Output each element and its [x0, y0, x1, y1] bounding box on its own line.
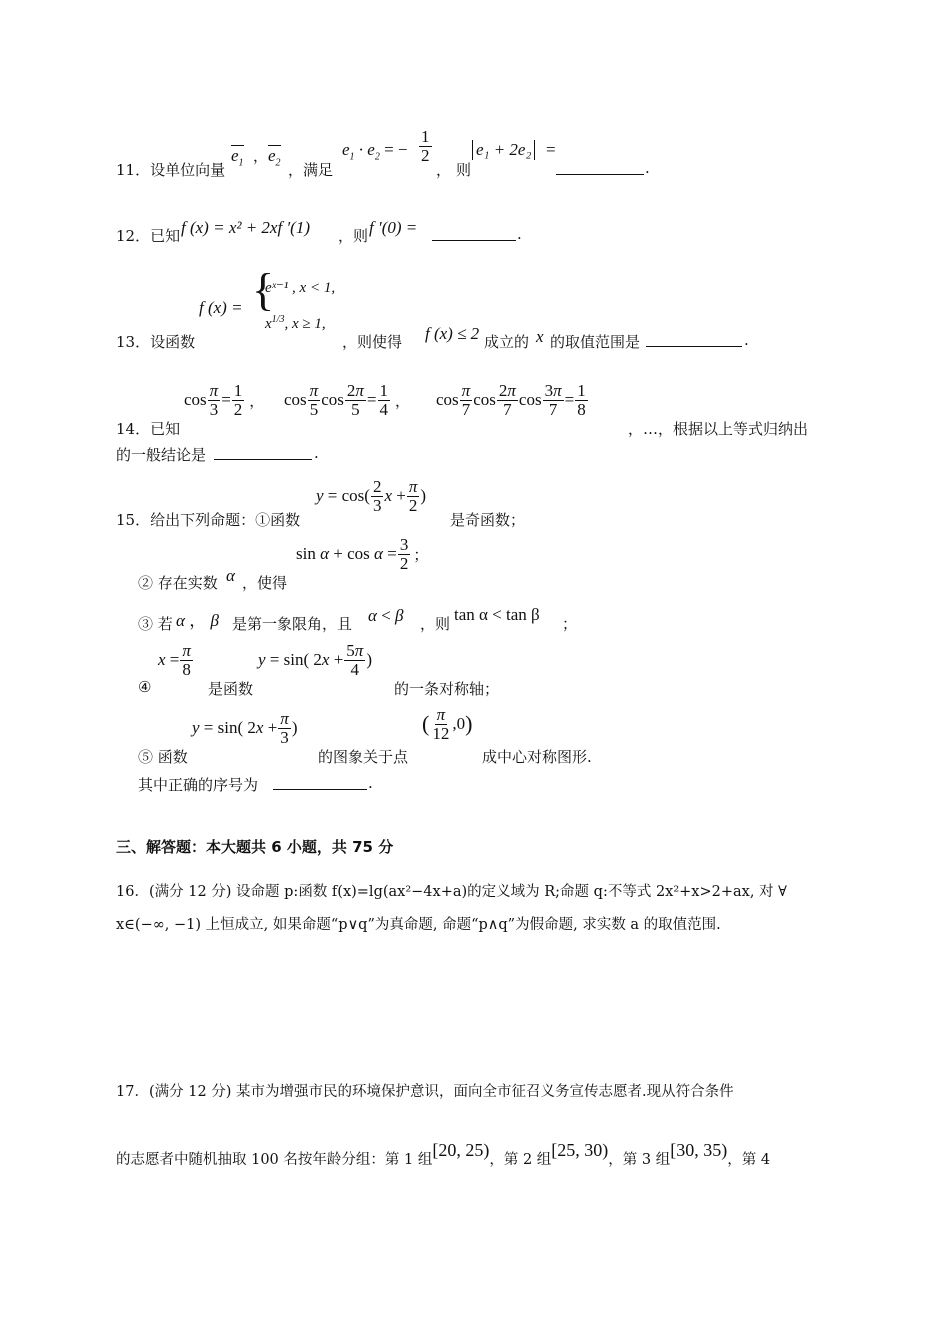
q12-end: . — [517, 225, 522, 243]
q11-label: 11．设单位向量 — [116, 161, 226, 179]
q15-item5-tail: 成中心对称图形. — [482, 748, 592, 766]
q15-end: . — [368, 774, 373, 792]
q12-ask: f ′(0) = — [369, 218, 418, 237]
q15-item5-pre: ⑤ 函数 — [138, 748, 188, 766]
q13-mid: ，则使得 — [342, 333, 403, 351]
q11-cond: ，满足 — [288, 161, 334, 179]
q15-function-1: y = cos( $\frac{2}{3}$ x + $\frac{\pi}{2}$ ) — [316, 477, 427, 515]
q17-line2: 的志愿者中随机抽取 100 名按年龄分组：第 1 组[20, 25)，第 2 组[25, 30)，第 3 组[30, 35)，第 4 — [116, 1140, 771, 1168]
q15-item5-mid: 的图象关于点 — [318, 748, 409, 766]
q15-item3-mid: 是第一象限角，且 — [232, 615, 353, 633]
q15-conclusion: 其中正确的序号为 — [138, 776, 259, 794]
q11-equals: = — [546, 140, 556, 159]
equation-1: cos $\frac{\pi}{3}$ = $\frac{1}{2}$ ， — [184, 381, 265, 419]
equation-2: cos $\frac{\pi}{5}$ cos $\frac{2\pi}{5}$ = $\frac{1}{4}$ ， — [284, 381, 411, 419]
answer-blank-12[interactable] — [432, 224, 516, 241]
q15-item3-pre: ③ 若 — [138, 615, 173, 633]
q16-line2: x∈(−∞, −1) 上恒成立, 如果命题“p∨q”为真命题, 命题“p∧q”为假命题, 求实数 a 的取值范围. — [116, 917, 721, 933]
vector-e1: $e_1$ — [231, 146, 244, 169]
answer-blank-13[interactable] — [646, 330, 742, 347]
q15-item4-tail: 的一条对称轴； — [394, 680, 500, 698]
q15-item3-expr: tan α < tan β — [454, 605, 540, 624]
q15-item4-mid: 是函数 — [208, 680, 254, 698]
q14-label: 14．已知 — [116, 420, 181, 438]
q13-inequality: f (x) ≤ 2 — [425, 324, 480, 343]
q15-item4-pre: ④ — [138, 678, 152, 696]
answer-blank-11[interactable] — [556, 158, 644, 175]
q11-comma2: ， — [436, 161, 452, 179]
q13-fx: f (x) = — [199, 298, 243, 317]
q14-end: . — [314, 444, 319, 462]
q15-item2-mid: ，使得 — [242, 574, 288, 592]
q17-line1: 17．(满分 12 分) 某市为增强市民的环境保护意识，面向全市征召义务宣传志愿者.现从符合条件 — [116, 1084, 734, 1100]
q15-item4-x: x = $\frac{\pi}{8}$ — [158, 641, 191, 679]
answer-blank-15[interactable] — [273, 773, 367, 790]
q15-item2-expr: sin α + cos α = $\frac{3}{2}$ ； — [296, 535, 429, 573]
q15-item4-func: y = sin( 2x + $\frac{5\pi}{4}$ ) — [258, 641, 372, 679]
alpha-lt-beta: α < β — [368, 606, 404, 625]
question-17 — [116, 1080, 856, 1180]
q13-end: . — [744, 331, 749, 349]
question-13 — [116, 264, 856, 352]
q11-comma: ， — [253, 147, 269, 165]
q14-line2: 的一般结论是 — [116, 446, 207, 464]
dot-product: $e_1 \cdot e_2$ = − — [342, 140, 408, 163]
q12-label: 12．已知 — [116, 227, 181, 245]
question-16 — [116, 880, 787, 934]
q13-label: 13．设函数 — [116, 333, 196, 351]
equation-3: cos $\frac{\pi}{7}$ cos $\frac{2\pi}{7}$ cos $\frac{3\pi}{7}$ = $\frac{1}{8}$ — [436, 381, 586, 419]
q15-item2-pre: ② 存在实数 — [138, 574, 218, 592]
question-14 — [116, 382, 856, 468]
q11-end: . — [645, 159, 650, 177]
group-3-interval: [30, 35) — [670, 1140, 728, 1160]
q13-tail: 的取值范围是 — [550, 333, 641, 351]
q16-line1: 16．(满分 12 分) 设命题 p:函数 f(x)=lg(ax²−4x+a)的定义域为 R;命题 q:不等式 2x²+x>2+ax, 对 ∀ — [116, 884, 787, 900]
group-2-interval: [25, 30) — [551, 1140, 609, 1160]
q15-item5-point: ( $\frac{\pi}{12}$ ,0 ) — [422, 705, 473, 743]
q12-then: ，则 — [338, 227, 369, 245]
q15-item1-tail: 是奇函数； — [450, 511, 526, 529]
q15-label: 15．给出下列命题：①函数 — [116, 511, 301, 529]
q11-then: 则 — [456, 161, 472, 179]
q15-item3-then: ，则 — [420, 615, 451, 633]
q12-expression: f (x) = x² + 2xf ′(1) — [181, 218, 310, 237]
piecewise-brace: { — [252, 264, 275, 315]
vector-e2: $e_2$ — [268, 146, 281, 169]
case-2: $x^{1/3}$, x ≥ 1, — [265, 314, 326, 332]
q13-var: x — [536, 327, 544, 346]
q15-item3-end: ； — [562, 615, 578, 633]
q13-mid2: 成立的 — [484, 333, 530, 351]
answer-blank-14[interactable] — [214, 443, 312, 460]
case-1: eˣ⁻¹ , x < 1, — [265, 280, 336, 296]
frac-half: $\frac{1}{2}$ — [421, 127, 430, 165]
question-15 — [116, 478, 856, 798]
alpha-beta-symbols: α ， β — [176, 611, 219, 630]
group-1-interval: [20, 25) — [432, 1140, 490, 1160]
alpha-symbol: α — [226, 566, 235, 585]
q14-tail: ，…，根据以上等式归纳出 — [628, 420, 809, 438]
question-11 — [116, 128, 856, 178]
q15-item5-func: y = sin( 2x + $\frac{\pi}{3}$ ) — [192, 709, 298, 747]
abs-expression: e₁ + 2e₂ — [472, 140, 535, 160]
question-12 — [116, 215, 856, 249]
section-heading: 三、解答题：本大题共 6 小题，共 75 分 — [116, 838, 394, 856]
